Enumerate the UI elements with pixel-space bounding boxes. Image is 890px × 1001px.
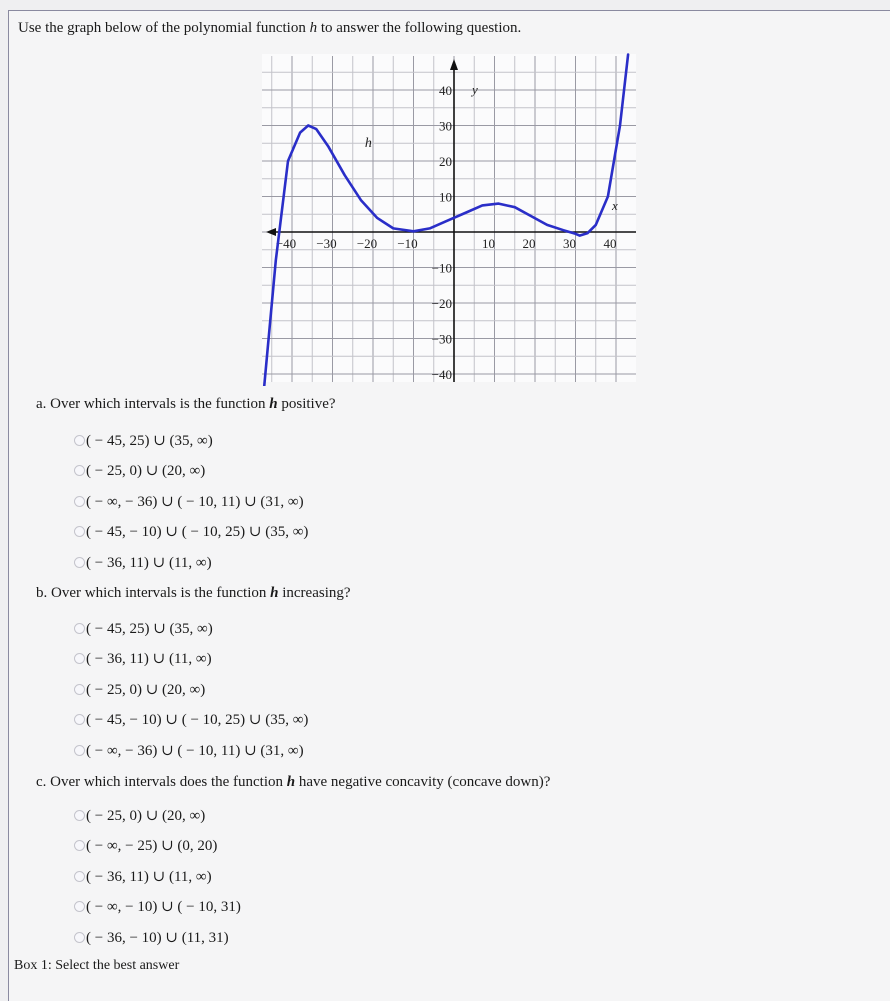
radio-button[interactable]	[74, 653, 85, 664]
radio-button[interactable]	[74, 745, 85, 756]
x-tick-label: −30	[316, 236, 337, 251]
radio-button[interactable]	[74, 840, 85, 851]
q-b-option-2[interactable]	[74, 644, 308, 675]
q-a-suffix: positive?	[277, 396, 336, 412]
option-label: ( − ∞, − 10) ∪ ( − 10, 31)	[86, 899, 241, 916]
q-b-prefix: b. Over which intervals is the function	[36, 585, 271, 601]
graph-svg	[258, 52, 640, 386]
option-label: ( − ∞, − 36) ∪ ( − 10, 11) ∪ (31, ∞)	[86, 493, 304, 510]
y-tick-label: 10	[439, 189, 452, 205]
prompt-text	[18, 20, 521, 37]
answer-box-label: Box 1: Select the best answer	[14, 958, 180, 973]
y-tick-label: −40	[431, 367, 452, 382]
q-a-option-2[interactable]	[74, 456, 308, 487]
y-tick-label: 20	[439, 154, 452, 169]
x-tick-label: 20	[522, 236, 536, 251]
q-c-option-2[interactable]	[74, 831, 241, 862]
option-label: ( − 25, 0) ∪ (20, ∞)	[86, 463, 206, 480]
q-a-prefix: a. Over which intervals is the function	[36, 396, 270, 412]
option-label: ( − 45, 25) ∪ (35, ∞)	[86, 620, 213, 637]
question-a-options	[74, 425, 308, 578]
y-tick-label: 30	[439, 118, 452, 134]
q-a-option-3[interactable]	[74, 486, 308, 517]
radio-button[interactable]	[74, 932, 85, 943]
polynomial-graph	[258, 52, 640, 386]
x-tick-label: −20	[356, 236, 378, 251]
radio-button[interactable]	[74, 871, 85, 882]
q-b-option-5[interactable]	[74, 735, 308, 766]
option-label: ( − 36, 11) ∪ (11, ∞)	[86, 868, 212, 885]
y-tick-label: −30	[431, 331, 452, 347]
option-label: ( − 36, 11) ∪ (11, ∞)	[86, 651, 212, 668]
option-label: ( − 25, 0) ∪ (20, ∞)	[86, 807, 206, 824]
q-c-option-1[interactable]	[74, 800, 241, 831]
radio-button[interactable]	[74, 684, 85, 695]
q-c-fn: h	[286, 774, 296, 790]
q-c-option-5[interactable]	[74, 922, 241, 953]
q-b-fn: h	[270, 585, 279, 601]
prompt-after: to answer the following question.	[317, 20, 522, 36]
q-b-option-1[interactable]	[74, 613, 308, 644]
q-a-fn: h	[269, 396, 278, 412]
option-label: ( − 36, − 10) ∪ (11, 31)	[86, 929, 229, 946]
q-c-suffix: have negative concavity (concave down)?	[295, 774, 551, 790]
radio-button[interactable]	[74, 623, 85, 634]
q-a-option-5[interactable]	[74, 547, 308, 578]
question-b-text	[36, 585, 351, 602]
radio-button[interactable]	[74, 496, 85, 507]
radio-button[interactable]	[74, 435, 85, 446]
radio-button[interactable]	[74, 714, 85, 725]
question-b-options	[74, 613, 308, 766]
x-tick-label: 10	[482, 236, 495, 251]
option-label: ( − 45, − 10) ∪ ( − 10, 25) ∪ (35, ∞)	[86, 524, 309, 541]
option-label: ( − ∞, − 36) ∪ ( − 10, 11) ∪ (31, ∞)	[86, 742, 304, 759]
x-tick-label: 30	[563, 236, 576, 251]
question-a-text	[36, 396, 336, 413]
y-tick-label: 40	[439, 83, 452, 98]
x-tick-label: −40	[275, 236, 297, 251]
radio-button[interactable]	[74, 526, 85, 537]
x-tick-label: −10	[397, 236, 418, 251]
q-b-option-4[interactable]	[74, 705, 308, 736]
prompt-fn: h	[309, 20, 318, 36]
question-c-text	[36, 774, 550, 791]
q-b-suffix: increasing?	[278, 585, 351, 601]
option-label: ( − 36, 11) ∪ (11, ∞)	[86, 554, 212, 571]
q-c-prefix: c. Over which intervals does the function	[36, 774, 287, 790]
q-a-option-4[interactable]	[74, 517, 308, 548]
q-a-option-1[interactable]	[74, 425, 308, 456]
option-label: ( − 45, − 10) ∪ ( − 10, 25) ∪ (35, ∞)	[86, 712, 309, 729]
y-tick-label: −20	[431, 296, 452, 311]
q-b-option-3[interactable]	[74, 674, 308, 705]
x-tick-label: 40	[603, 236, 617, 251]
curve-label: h	[364, 135, 372, 151]
y-tick-label: −10	[431, 260, 452, 276]
q-c-option-4[interactable]	[74, 892, 241, 923]
option-label: ( − 45, 25) ∪ (35, ∞)	[86, 432, 213, 449]
x-axis-label: x	[612, 198, 618, 213]
radio-button[interactable]	[74, 810, 85, 821]
option-label: ( − ∞, − 25) ∪ (0, 20)	[86, 838, 218, 855]
radio-button[interactable]	[74, 557, 85, 568]
radio-button[interactable]	[74, 901, 85, 912]
prompt-before: Use the graph below of the polynomial function	[18, 20, 310, 36]
q-c-option-3[interactable]	[74, 861, 241, 892]
option-label: ( − 25, 0) ∪ (20, ∞)	[86, 681, 206, 698]
question-c-options	[74, 800, 241, 953]
y-axis-label: y	[472, 82, 478, 97]
radio-button[interactable]	[74, 465, 85, 476]
